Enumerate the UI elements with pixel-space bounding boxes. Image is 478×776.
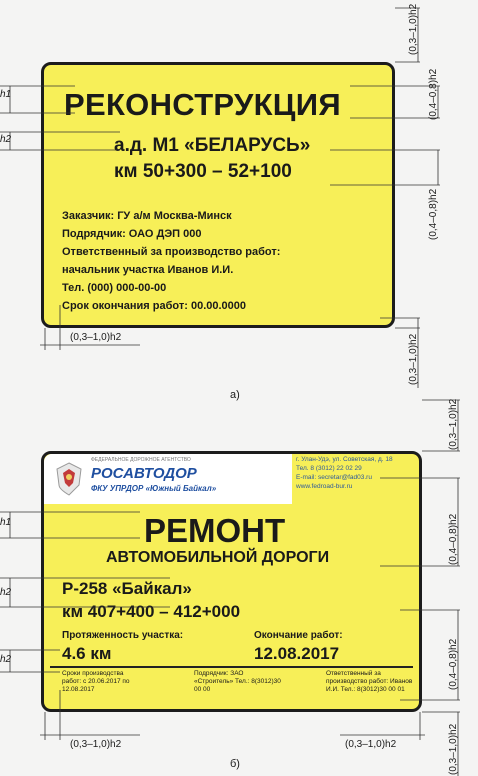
dim-h2: h2 [0,587,12,598]
dim-b-top: (0,3–1,0)h2 [448,398,459,450]
sign-b-title: РЕМОНТ [144,512,286,549]
dim-b-right2: (0,4–0,8)h2 [448,638,459,690]
dim-a-right1: (0,4–0,8)h2 [428,68,439,120]
sign-a-line: Срок окончания работ: 00.00.0000 [62,300,247,312]
sign-b-road: Р-258 «Байкал» [62,579,192,598]
end-value: 12.08.2017 [254,644,340,663]
sign-a-title: РЕКОНСТРУКЦИЯ [64,87,341,122]
dim-b-bottom-right: (0,3–1,0)h2 [448,723,459,775]
dim-a-bottom-right: (0,3–1,0)h2 [408,333,419,385]
contact-line: E-mail: secretar@fad03.ru [296,474,372,481]
sign-b-subtitle: АВТОМОБИЛЬНОЙ ДОРОГИ [106,549,330,566]
dim-a-top: (0,3–1,0)h2 [408,3,419,55]
contact-line: Тел. 8 (3012) 22 02 29 [296,465,362,472]
dim-a-right2: (0,4–0,8)h2 [428,188,439,240]
sign-a-line: начальник участка Иванов И.И. [62,264,234,276]
dim-b-right1: (0,4–0,8)h2 [448,513,459,565]
sign-a-line: Подрядчик: ОАО ДЭП 000 [62,228,202,240]
contact-line: www.fedroad-bur.ru [296,483,353,490]
sign-a-road: а.д. М1 «БЕЛАРУСЬ» [114,135,311,156]
sign-a-km: км 50+300 – 52+100 [114,161,292,182]
length-value: 4.6 км [62,644,112,663]
dim-a-bottom: (0,3–1,0)h2 [70,332,122,343]
dim-h2: h2 [0,134,12,145]
footer-contractor: Подрядчик: ЗАО «Строитель» Тел.: 8(3012)30 00 00 [194,670,281,693]
dim-h1: h1 [0,517,12,528]
dim-b-bottom-left: (0,3–1,0)h2 [70,739,122,750]
logo-name: РОСАВТОДОР [91,465,197,482]
sign-a-line: Заказчик: ГУ а/м Москва-Минск [62,210,232,222]
sign-a-line: Тел. (000) 000-00-00 [62,282,167,294]
footer-responsible: Ответственный за производство работ: Иванов И.И. Тел.: 8(3012)30 00 01 [326,670,413,693]
length-label: Протяженность участка: [62,630,184,641]
footer-schedule: Сроки производства работ: с 20.06.2017 по 12.08.2017 [62,670,130,693]
logo-agency: ФЕДЕРАЛЬНОЕ ДОРОЖНОЕ АГЕНТСТВО [91,457,191,463]
dim-h2: h2 [0,654,12,665]
caption-b: б) [230,758,240,770]
end-label: Окончание работ: [254,630,343,641]
dim-h1: h1 [0,89,12,100]
sign-a-line: Ответственный за производство работ: [62,246,281,258]
logo-sub: ФКУ УПРДОР «Южный Байкал» [91,484,217,493]
caption-a: а) [230,389,240,401]
contact-line: г. Улан-Удэ, ул. Советская, д. 18 [296,456,393,463]
dim-b-bottom-right2: (0,3–1,0)h2 [345,739,397,750]
sign-b-km: км 407+400 – 412+000 [62,602,241,621]
